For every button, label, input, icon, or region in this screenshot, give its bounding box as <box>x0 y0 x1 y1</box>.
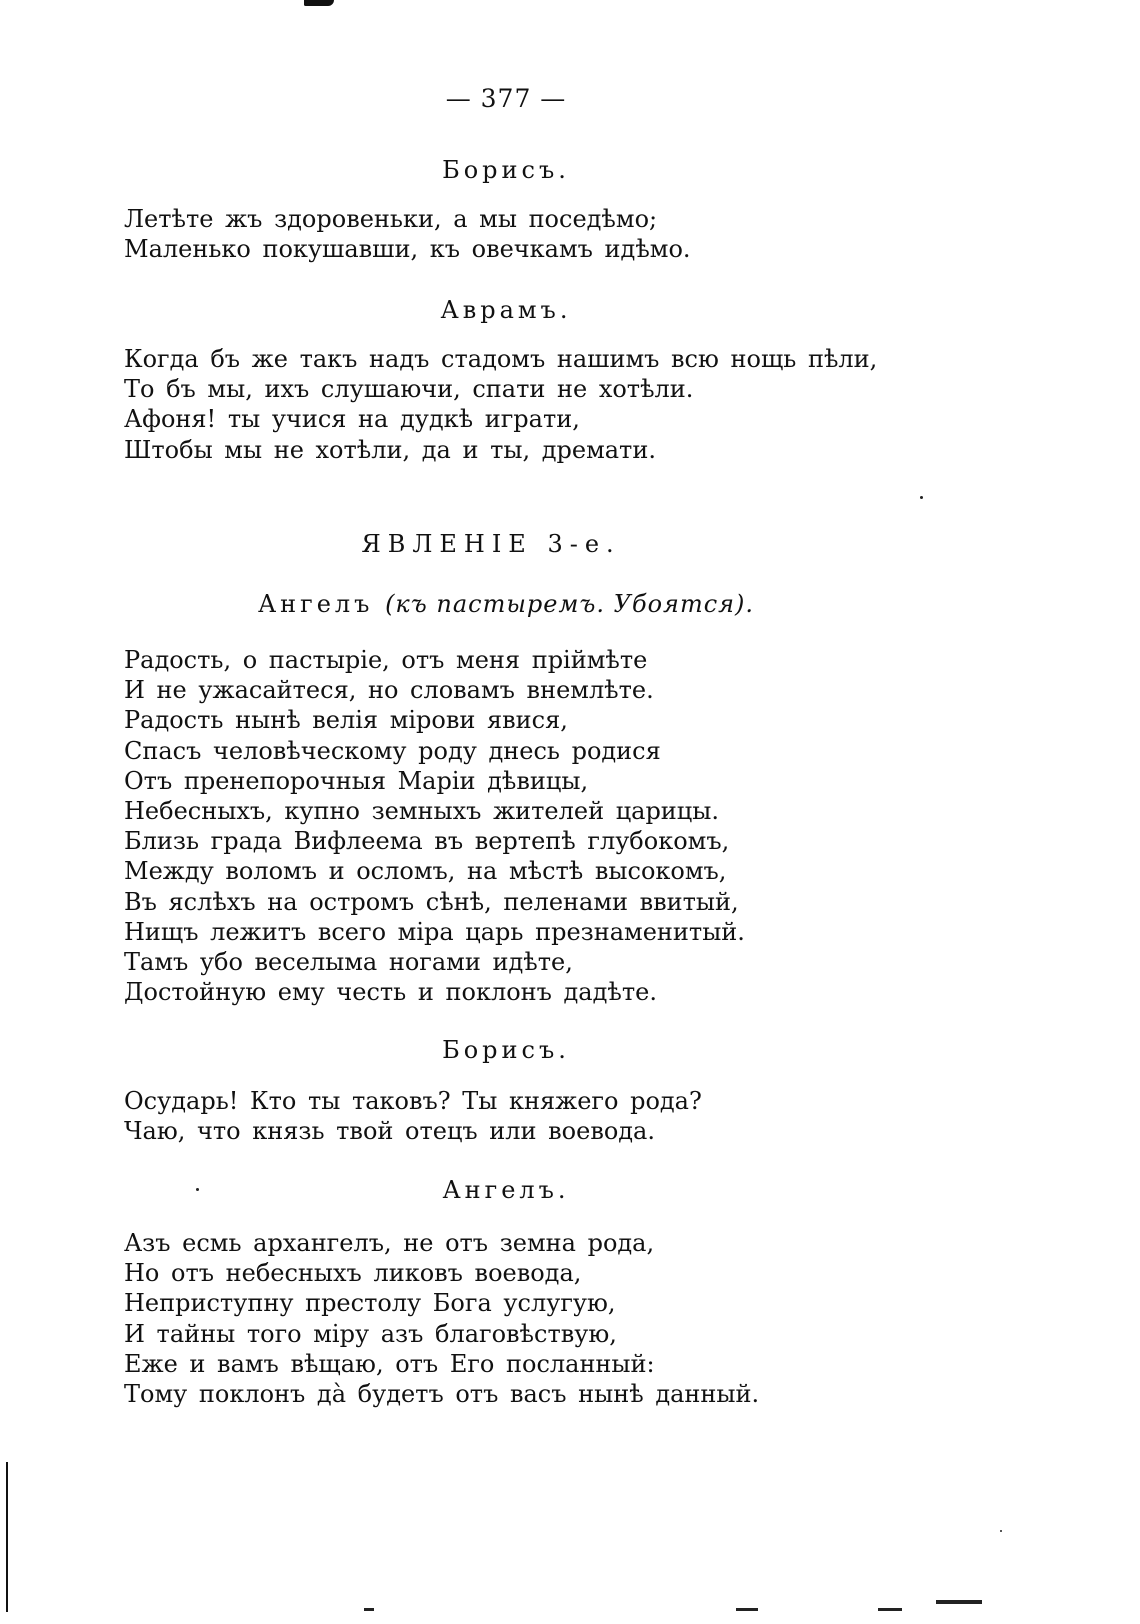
verse-line: Отъ пренепорочныя Маріи дѣвицы, <box>124 766 589 795</box>
verse-line: И тайны того міру азъ благовѣствую, <box>124 1319 617 1348</box>
verse-line: Чаю, что князь твой отецъ или воевода. <box>124 1117 655 1146</box>
scan-ink-mark <box>304 0 334 6</box>
scan-ink-mark <box>364 1608 374 1611</box>
verse-line: Еже и вамъ вѣщаю, отъ Его посланный: <box>124 1349 655 1378</box>
speaker-line <box>0 590 1012 618</box>
scan-ink-mark <box>936 1600 982 1604</box>
verse-line: То бъ мы, ихъ слушаючи, спати не хотѣли. <box>124 375 694 404</box>
verse-line: И не ужасайтеся, но словамъ внемлѣте. <box>124 676 654 705</box>
verse-line: Спасъ человѣческому роду днесь родися <box>124 736 661 765</box>
verse-line: Радость, о пастыріе, отъ меня пріймѣте <box>124 646 648 674</box>
verse-line: Маленько покушавши, къ овечкамъ идѣмо. <box>124 235 691 264</box>
verse-line: Достойную ему честь и поклонъ дадѣте. <box>124 978 657 1007</box>
verse-line: Афоня! ты учися на дудкѣ играти, <box>124 405 580 434</box>
verse-line: Осударь! Кто ты таковъ? Ты княжего рода? <box>124 1087 702 1115</box>
scan-speck <box>920 496 923 499</box>
speaker-name: Ангелъ <box>257 590 374 618</box>
verse-stanza <box>124 204 691 264</box>
verse-line: Тому поклонъ да̀ будетъ отъ васъ нынѣ данный. <box>124 1379 760 1408</box>
scene-heading: ЯВЛЕНІЕ 3-е. <box>361 530 621 558</box>
verse-line: Нищъ лежитъ всего міра царь презнаменитый. <box>124 917 745 946</box>
scan-edge-line <box>6 1462 8 1612</box>
speaker-name: Борисъ. <box>442 156 570 184</box>
speaker-name: Ангелъ. <box>442 1176 570 1204</box>
verse-stanza <box>124 1228 759 1409</box>
verse-line: Близь града Вифлеема въ вертепѣ глубокомъ, <box>124 827 730 856</box>
scan-speck <box>196 1188 199 1191</box>
verse-stanza <box>124 1086 702 1146</box>
verse-line: Между воломъ и осломъ, на мѣстѣ высокомъ, <box>124 857 727 886</box>
verse-stanza <box>124 344 877 465</box>
verse-line: Небесныхъ, купно земныхъ жителей царицы. <box>124 796 719 825</box>
verse-line: Радость нынѣ велія мірови явися, <box>124 706 568 735</box>
scan-speck <box>1000 1530 1002 1532</box>
verse-line: Тамъ убо веселыма ногами идѣте, <box>124 947 573 976</box>
verse-line: Но отъ небесныхъ ликовъ воевода, <box>124 1259 582 1288</box>
verse-stanza <box>124 645 745 1007</box>
verse-line: Азъ есмь архангелъ, не отъ земна рода, <box>124 1229 655 1257</box>
scan-ink-mark <box>736 1608 758 1611</box>
page-number: — 377 — <box>445 84 567 113</box>
verse-line: Въ яслѣхъ на остромъ сѣнѣ, пеленами ввитый, <box>124 887 739 916</box>
verse-line: Штобы мы не хотѣли, да и ты, дремати. <box>124 435 656 464</box>
scan-ink-mark <box>878 1608 902 1611</box>
speaker-name: Борисъ. <box>442 1036 570 1064</box>
verse-line: Летѣте жъ здоровеньки, а мы поседѣмо; <box>124 205 658 233</box>
stage-direction: (къ пастыремъ. Убоятся). <box>385 590 755 618</box>
verse-line: Неприступну престолу Бога услугую, <box>124 1289 616 1318</box>
speaker-name: Аврамъ. <box>440 296 572 324</box>
verse-line: Когда бъ же такъ надъ стадомъ нашимъ всю нощь пѣли, <box>124 345 878 373</box>
